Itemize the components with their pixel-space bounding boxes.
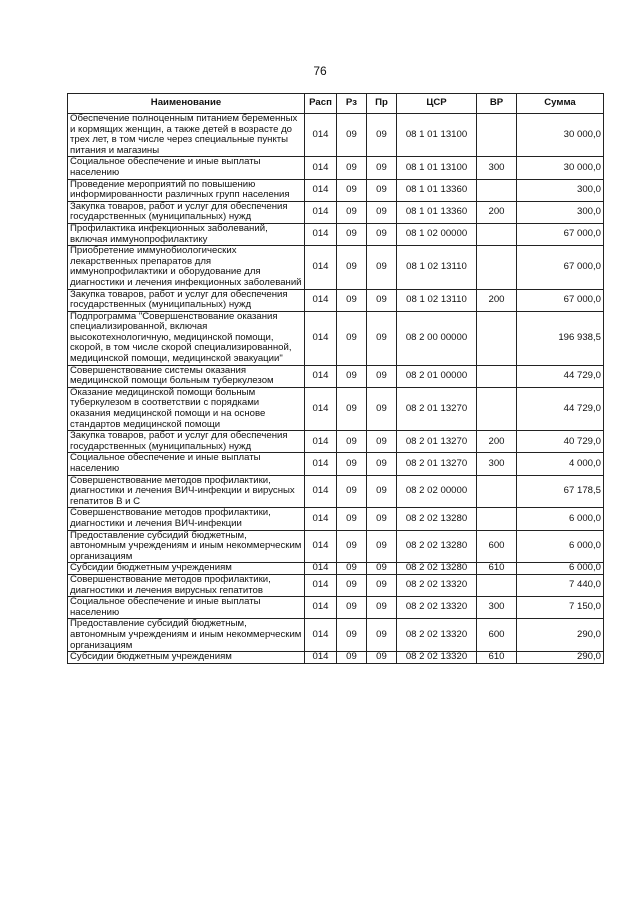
cell-rz: 09 (337, 179, 367, 201)
header-csr: ЦСР (397, 94, 477, 114)
cell-sum: 6 000,0 (517, 563, 604, 575)
cell-name: Обеспечение полноценным питанием беременных и кормящих женщин, а также детей в возрасте до трех лет, в том числе через специальные пункты питания и магазины (68, 114, 305, 157)
cell-sum: 300,0 (517, 179, 604, 201)
table-header-row (68, 94, 604, 114)
cell-vr: 610 (477, 652, 517, 664)
cell-csr: 08 1 01 13100 (397, 114, 477, 157)
cell-rz: 09 (337, 365, 367, 387)
cell-name: Совершенствование системы оказания медицинской помощи больным туберкулезом (68, 365, 305, 387)
table-row (68, 157, 604, 179)
cell-csr: 08 2 02 13280 (397, 508, 477, 530)
cell-sum: 290,0 (517, 652, 604, 664)
cell-sum: 290,0 (517, 619, 604, 652)
page-number: 76 (313, 64, 327, 78)
cell-rz: 09 (337, 431, 367, 453)
cell-rz: 09 (337, 453, 367, 475)
cell-rasp: 014 (305, 453, 337, 475)
cell-csr: 08 2 02 13280 (397, 530, 477, 563)
cell-rz: 09 (337, 201, 367, 223)
cell-pr: 09 (367, 652, 397, 664)
table-row (68, 201, 604, 223)
cell-csr: 08 2 02 13320 (397, 574, 477, 596)
cell-rasp: 014 (305, 508, 337, 530)
cell-rz: 09 (337, 574, 367, 596)
cell-csr: 08 1 01 13360 (397, 201, 477, 223)
cell-vr: 600 (477, 530, 517, 563)
cell-sum: 7 440,0 (517, 574, 604, 596)
cell-pr: 09 (367, 453, 397, 475)
cell-rz: 09 (337, 223, 367, 245)
table-row (68, 475, 604, 508)
cell-rasp: 014 (305, 563, 337, 575)
cell-rasp: 014 (305, 114, 337, 157)
cell-rasp: 014 (305, 530, 337, 563)
cell-csr: 08 1 02 13110 (397, 289, 477, 311)
cell-name: Социальное обеспечение и иные выплаты населению (68, 453, 305, 475)
cell-rz: 09 (337, 289, 367, 311)
cell-sum: 6 000,0 (517, 530, 604, 563)
cell-csr: 08 2 02 13320 (397, 619, 477, 652)
cell-sum: 67 000,0 (517, 246, 604, 289)
cell-rz: 09 (337, 563, 367, 575)
cell-vr (477, 223, 517, 245)
cell-vr: 300 (477, 597, 517, 619)
cell-pr: 09 (367, 475, 397, 508)
cell-rz: 09 (337, 157, 367, 179)
table-row (68, 179, 604, 201)
cell-pr: 09 (367, 157, 397, 179)
cell-vr: 200 (477, 201, 517, 223)
cell-rz: 09 (337, 387, 367, 430)
cell-rasp: 014 (305, 387, 337, 430)
cell-csr: 08 1 01 13360 (397, 179, 477, 201)
cell-pr: 09 (367, 619, 397, 652)
cell-rasp: 014 (305, 311, 337, 365)
cell-pr: 09 (367, 431, 397, 453)
cell-rz: 09 (337, 530, 367, 563)
cell-rz: 09 (337, 311, 367, 365)
cell-rasp: 014 (305, 475, 337, 508)
cell-vr: 300 (477, 157, 517, 179)
cell-rasp: 014 (305, 289, 337, 311)
cell-csr: 08 1 02 13110 (397, 246, 477, 289)
cell-sum: 40 729,0 (517, 431, 604, 453)
cell-name: Профилактика инфекционных заболеваний, включая иммунопрофилактику (68, 223, 305, 245)
cell-rz: 09 (337, 114, 367, 157)
header-rasp: Расп (305, 94, 337, 114)
cell-sum: 7 150,0 (517, 597, 604, 619)
cell-name: Закупка товаров, работ и услуг для обеспечения государственных (муниципальных) нужд (68, 289, 305, 311)
cell-csr: 08 1 02 00000 (397, 223, 477, 245)
table-row (68, 619, 604, 652)
cell-name: Социальное обеспечение и иные выплаты населению (68, 597, 305, 619)
budget-table (67, 93, 604, 664)
cell-name: Совершенствование методов профилактики, диагностики и лечения вирусных гепатитов (68, 574, 305, 596)
cell-sum: 30 000,0 (517, 114, 604, 157)
cell-name: Совершенствование методов профилактики, диагностики и лечения ВИЧ-инфекции и вирусных гепатитов В и С (68, 475, 305, 508)
table-row (68, 311, 604, 365)
cell-pr: 09 (367, 311, 397, 365)
cell-csr: 08 2 02 00000 (397, 475, 477, 508)
cell-sum: 196 938,5 (517, 311, 604, 365)
cell-vr (477, 475, 517, 508)
table-row (68, 508, 604, 530)
cell-name: Предоставление субсидий бюджетным, автономным учреждениям и иным некоммерческим организациям (68, 530, 305, 563)
cell-vr: 200 (477, 431, 517, 453)
cell-pr: 09 (367, 508, 397, 530)
cell-rz: 09 (337, 508, 367, 530)
cell-pr: 09 (367, 114, 397, 157)
cell-vr (477, 311, 517, 365)
table-row (68, 246, 604, 289)
cell-pr: 09 (367, 201, 397, 223)
cell-pr: 09 (367, 574, 397, 596)
cell-sum: 67 000,0 (517, 223, 604, 245)
cell-sum: 67 000,0 (517, 289, 604, 311)
table-row (68, 114, 604, 157)
cell-csr: 08 2 01 13270 (397, 387, 477, 430)
cell-vr (477, 179, 517, 201)
header-sum: Сумма (517, 94, 604, 114)
cell-rz: 09 (337, 475, 367, 508)
cell-pr: 09 (367, 289, 397, 311)
cell-sum: 44 729,0 (517, 387, 604, 430)
cell-vr (477, 246, 517, 289)
cell-name: Закупка товаров, работ и услуг для обеспечения государственных (муниципальных) нужд (68, 431, 305, 453)
cell-csr: 08 2 01 00000 (397, 365, 477, 387)
table-row (68, 453, 604, 475)
table-row (68, 652, 604, 664)
cell-rasp: 014 (305, 619, 337, 652)
cell-vr (477, 574, 517, 596)
cell-name: Закупка товаров, работ и услуг для обеспечения государственных (муниципальных) нужд (68, 201, 305, 223)
cell-csr: 08 2 02 13280 (397, 563, 477, 575)
cell-rasp: 014 (305, 365, 337, 387)
cell-name: Предоставление субсидий бюджетным, автономным учреждениям и иным некоммерческим организациям (68, 619, 305, 652)
table-row (68, 387, 604, 430)
table-row (68, 223, 604, 245)
cell-rz: 09 (337, 619, 367, 652)
header-name: Наименование (68, 94, 305, 114)
cell-csr: 08 2 00 00000 (397, 311, 477, 365)
table-row (68, 289, 604, 311)
cell-name: Совершенствование методов профилактики, диагностики и лечения ВИЧ-инфекции (68, 508, 305, 530)
table-row (68, 365, 604, 387)
cell-vr (477, 365, 517, 387)
cell-vr: 600 (477, 619, 517, 652)
table-row (68, 431, 604, 453)
cell-vr: 300 (477, 453, 517, 475)
cell-pr: 09 (367, 387, 397, 430)
cell-csr: 08 2 01 13270 (397, 431, 477, 453)
cell-rz: 09 (337, 246, 367, 289)
cell-sum: 67 178,5 (517, 475, 604, 508)
cell-pr: 09 (367, 530, 397, 563)
cell-name: Оказание медицинской помощи больным туберкулезом в соответствии с порядками оказания медицинской помощи и на основе стандартов медицинской помощи (68, 387, 305, 430)
table-body (68, 114, 604, 664)
table-row (68, 574, 604, 596)
cell-rasp: 014 (305, 431, 337, 453)
cell-name: Субсидии бюджетным учреждениям (68, 563, 305, 575)
cell-vr (477, 508, 517, 530)
cell-csr: 08 2 01 13270 (397, 453, 477, 475)
cell-name: Социальное обеспечение и иные выплаты населению (68, 157, 305, 179)
cell-name: Проведение мероприятий по повышению информированности различных групп населения (68, 179, 305, 201)
cell-rasp: 014 (305, 223, 337, 245)
cell-rz: 09 (337, 652, 367, 664)
cell-vr: 610 (477, 563, 517, 575)
cell-name: Подпрограмма "Совершенствование оказания специализированной, включая высокотехнологичную, медицинской помощи, скорой, в том числе скорой специализированной, медицинской помощи, медицинской эвакуации" (68, 311, 305, 365)
cell-vr (477, 387, 517, 430)
header-pr: Пр (367, 94, 397, 114)
cell-rasp: 014 (305, 246, 337, 289)
cell-sum: 44 729,0 (517, 365, 604, 387)
cell-name: Приобретение иммунобиологических лекарственных препаратов для иммунопрофилактики и оборудование для диагностики и лечения инфекционных заболеваний (68, 246, 305, 289)
cell-pr: 09 (367, 365, 397, 387)
cell-vr: 200 (477, 289, 517, 311)
cell-pr: 09 (367, 246, 397, 289)
cell-rasp: 014 (305, 179, 337, 201)
cell-rz: 09 (337, 597, 367, 619)
header-rz: Рз (337, 94, 367, 114)
cell-sum: 4 000,0 (517, 453, 604, 475)
cell-csr: 08 2 02 13320 (397, 652, 477, 664)
cell-sum: 300,0 (517, 201, 604, 223)
cell-pr: 09 (367, 179, 397, 201)
cell-rasp: 014 (305, 201, 337, 223)
cell-rasp: 014 (305, 574, 337, 596)
cell-csr: 08 1 01 13100 (397, 157, 477, 179)
cell-rasp: 014 (305, 157, 337, 179)
cell-rasp: 014 (305, 652, 337, 664)
cell-name: Субсидии бюджетным учреждениям (68, 652, 305, 664)
cell-pr: 09 (367, 597, 397, 619)
cell-vr (477, 114, 517, 157)
table-row (68, 530, 604, 563)
cell-pr: 09 (367, 223, 397, 245)
cell-sum: 6 000,0 (517, 508, 604, 530)
header-vr: ВР (477, 94, 517, 114)
cell-sum: 30 000,0 (517, 157, 604, 179)
table-row (68, 597, 604, 619)
cell-rasp: 014 (305, 597, 337, 619)
table-row (68, 563, 604, 575)
cell-pr: 09 (367, 563, 397, 575)
cell-csr: 08 2 02 13320 (397, 597, 477, 619)
